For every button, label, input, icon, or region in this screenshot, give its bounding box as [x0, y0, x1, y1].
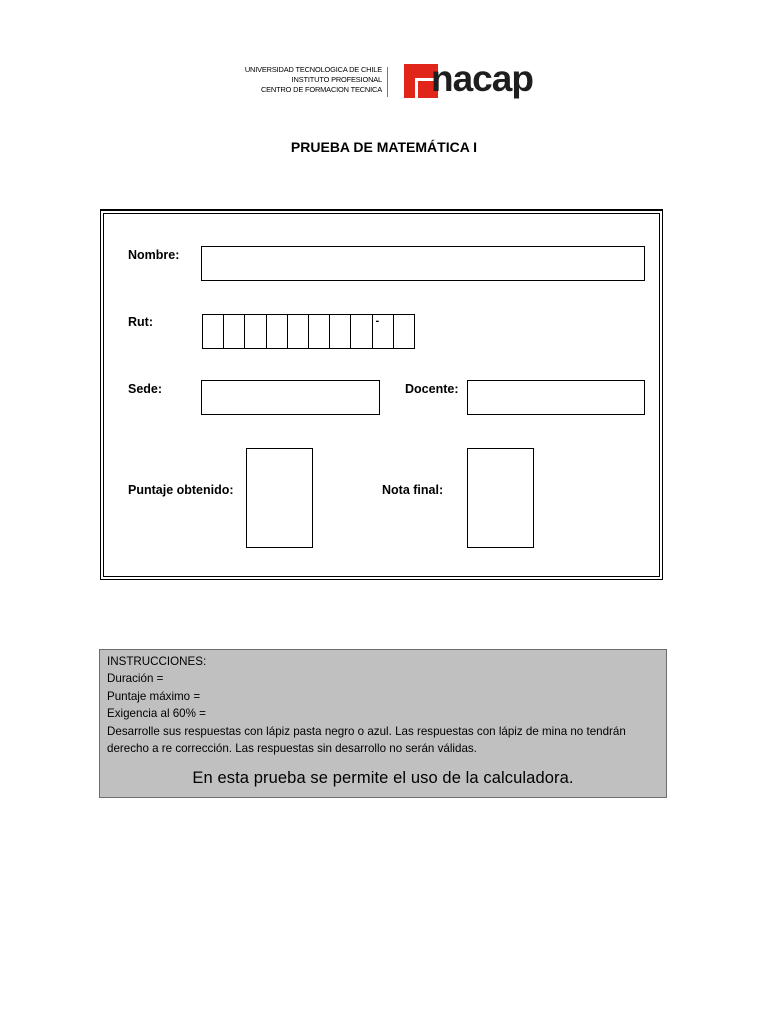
rut-digit-box[interactable]: [244, 314, 266, 349]
student-info-form: [100, 209, 663, 580]
institution-line-2: INSTITUTO PROFESIONAL: [291, 75, 382, 84]
nombre-label: Nombre:: [128, 248, 180, 262]
institution-line-1: UNIVERSIDAD TECNOLOGICA DE CHILE: [244, 65, 382, 74]
rut-digit-box[interactable]: [266, 314, 288, 349]
instructions-box: [99, 649, 667, 798]
duracion-line: Duración =: [107, 672, 164, 686]
institution-header: [228, 60, 548, 106]
sede-field[interactable]: [201, 380, 380, 415]
nota-final-field[interactable]: [467, 448, 534, 548]
rut-dash: -: [375, 315, 380, 327]
rut-digit-box[interactable]: [350, 314, 372, 349]
page-title: PRUEBA DE MATEMÁTICA I: [290, 139, 478, 155]
docente-label: Docente:: [405, 382, 459, 396]
institution-line-3: CENTRO DE FORMACION TECNICA: [260, 85, 382, 94]
puntaje-maximo-line: Puntaje máximo =: [107, 689, 201, 703]
rut-digit-box[interactable]: [223, 314, 245, 349]
rut-digit-box[interactable]: [287, 314, 309, 349]
logo-divider: [387, 67, 388, 97]
rut-label: Rut:: [128, 315, 153, 329]
rut-digit-box[interactable]: [372, 314, 394, 349]
rut-field[interactable]: [202, 314, 415, 349]
instructions-text: Desarrolle sus respuestas con lápiz pasta negro o azul. Las respuestas con lápiz de mina no tendrán derecho a re corrección. Las respuestas sin desarrollo no serán válidas.: [107, 724, 626, 756]
logo-wordmark: nacap: [431, 58, 533, 99]
calculator-note: En esta prueba se permite el uso de la calculadora.: [192, 769, 574, 788]
rut-digit-box[interactable]: [329, 314, 351, 349]
instructions-heading: INSTRUCCIONES:: [107, 655, 207, 668]
sede-label: Sede:: [128, 382, 163, 396]
exigencia-line: Exigencia al 60% =: [107, 707, 206, 721]
rut-digit-box[interactable]: [308, 314, 330, 349]
puntaje-field[interactable]: [246, 448, 313, 548]
nota-final-label: Nota final:: [382, 483, 444, 497]
puntaje-label: Puntaje obtenido:: [128, 483, 234, 497]
rut-digit-box[interactable]: [202, 314, 224, 349]
docente-field[interactable]: [467, 380, 645, 415]
institution-lines: [228, 65, 382, 95]
nombre-field[interactable]: [201, 246, 645, 281]
rut-check-digit-box[interactable]: [393, 314, 415, 349]
